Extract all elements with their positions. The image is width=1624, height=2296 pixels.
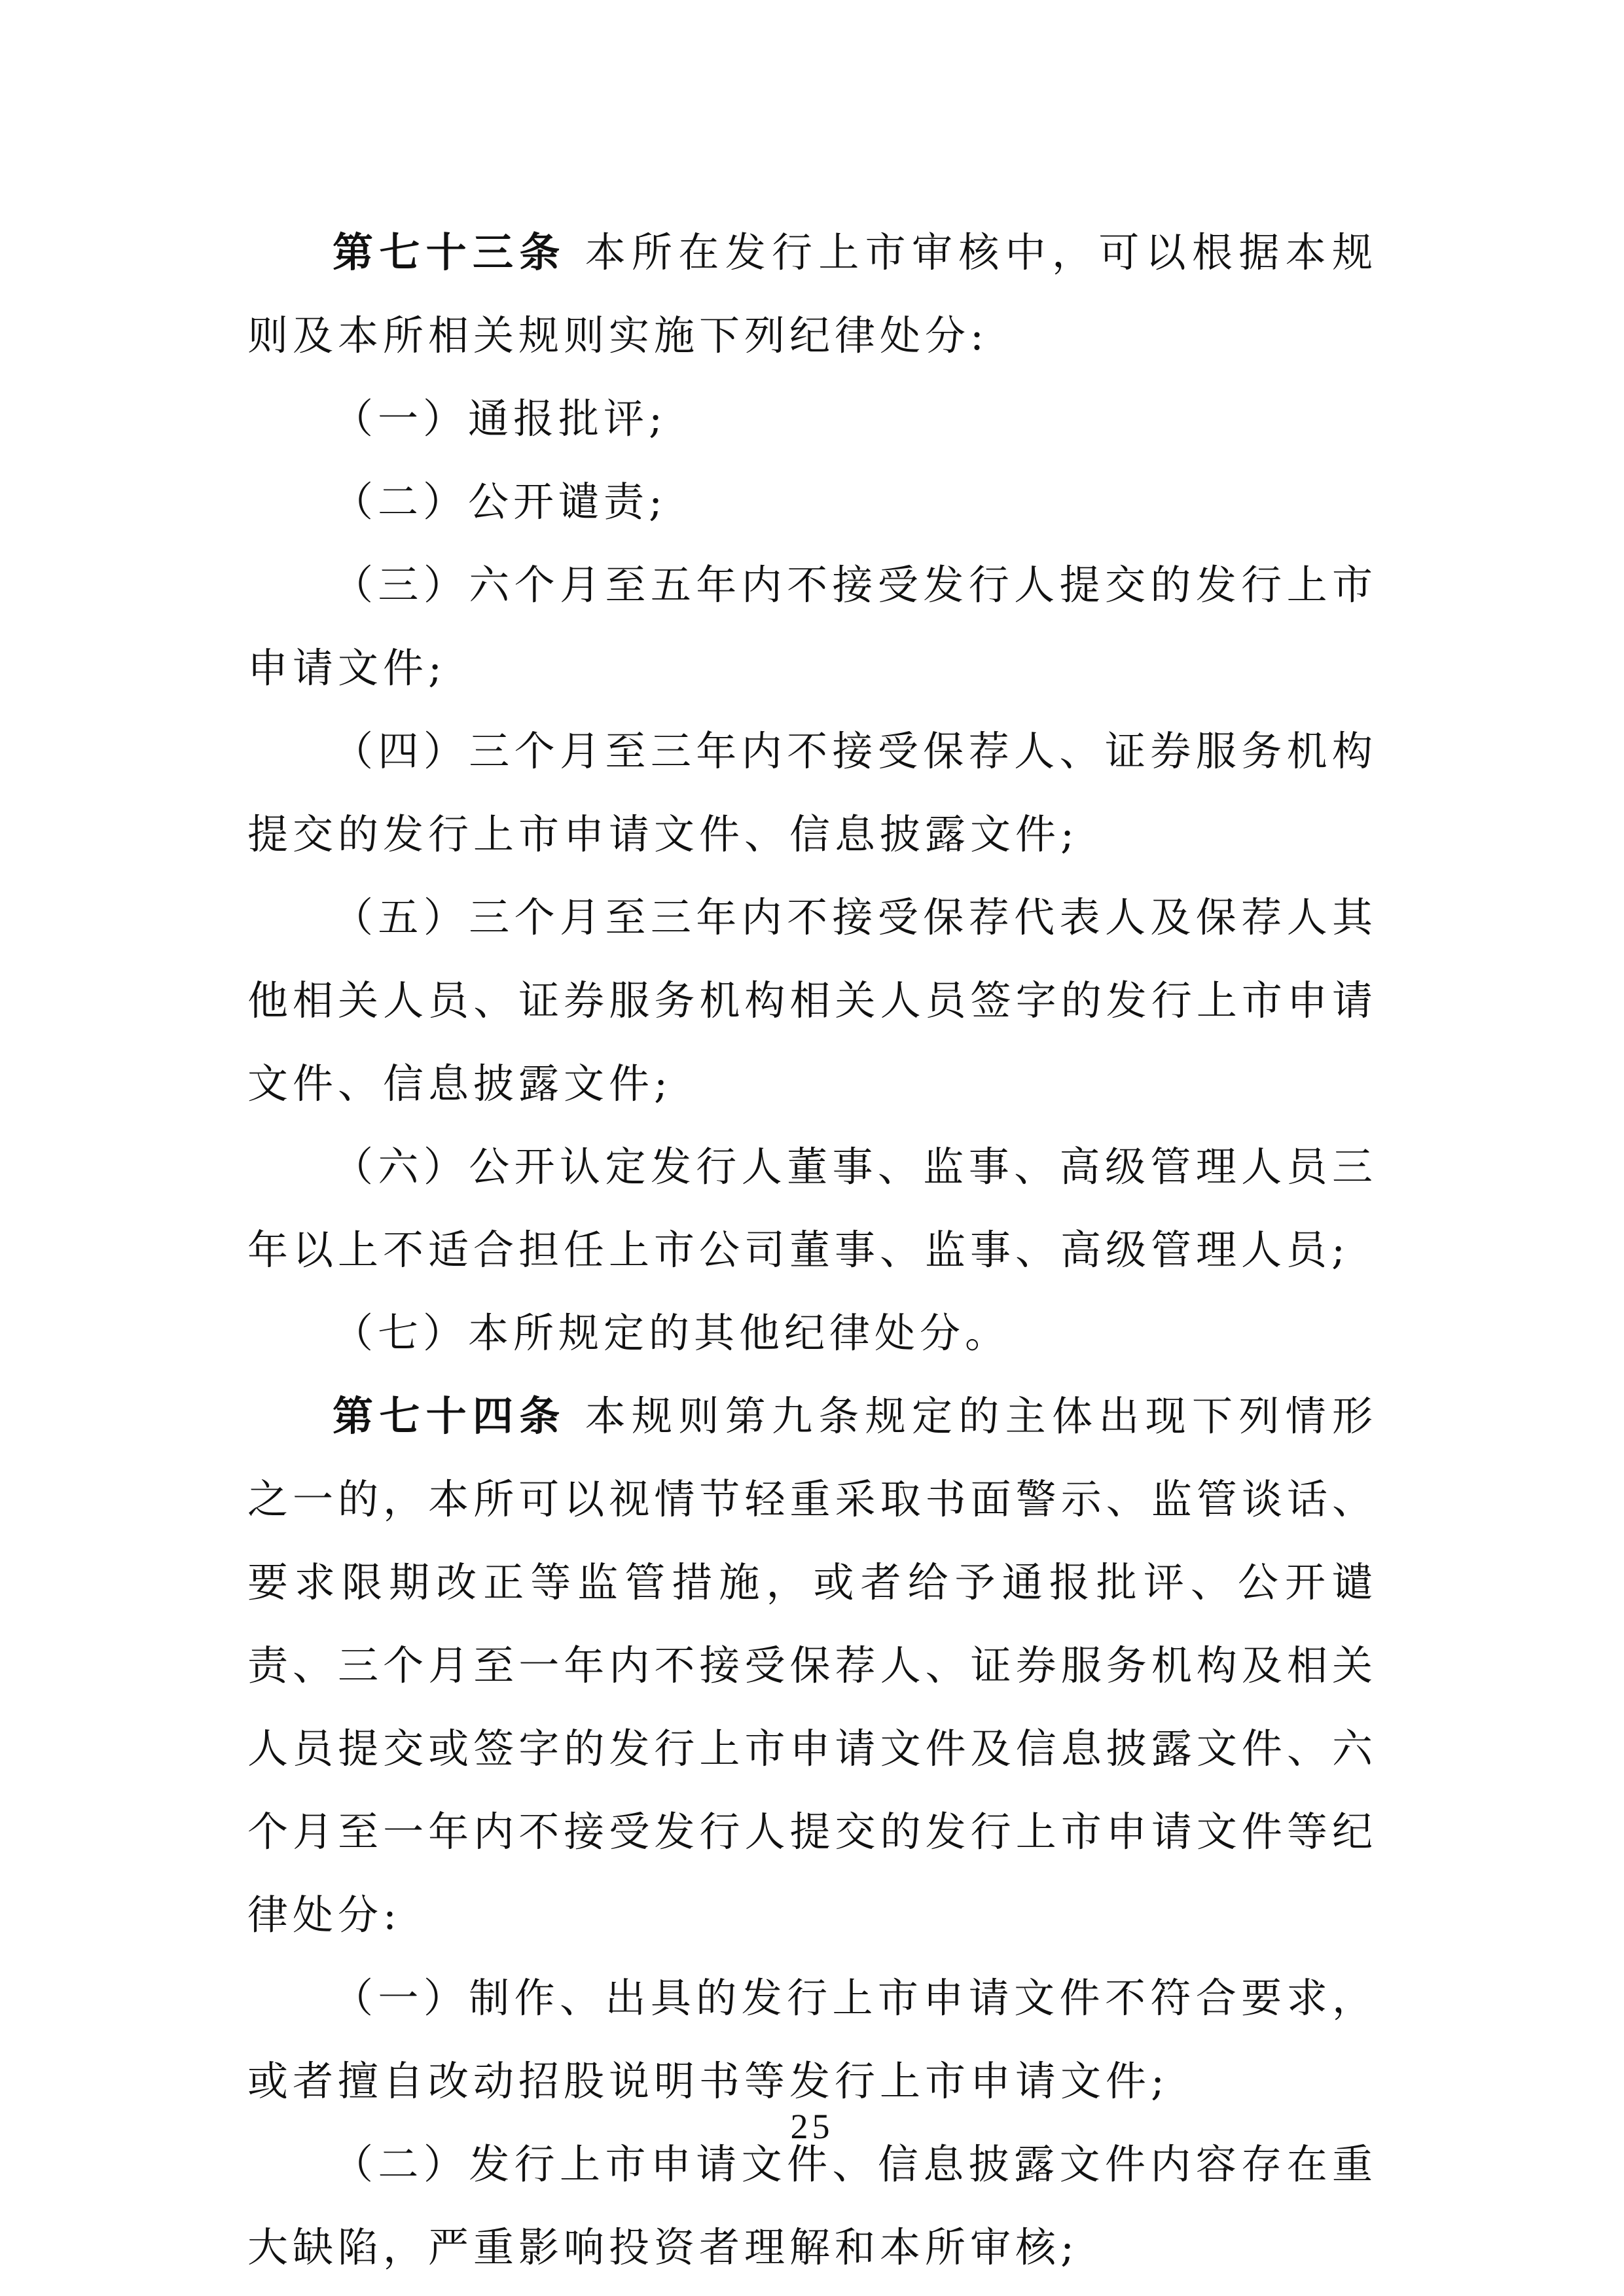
article-73-item-6: （六）公开认定发行人董事、监事、高级管理人员三年以上不适合担任上市公司董事、监事、高级管理人员; [247,1143,1377,1274]
article-74-label: 第七十四条 [333,1392,566,1440]
article-73-spacer [566,228,585,276]
article-74-intro [247,1374,1377,1956]
article-73-item-2: （二）公开谴责; [333,478,667,526]
page-number: 25 [790,2107,834,2146]
article-74-item-1: （一）制作、出具的发行上市申请文件不符合要求，或者擅自改动招股说明书等发行上市申请文件; [247,1974,1377,2105]
article-73-item-7: （七）本所规定的其他纪律处分。 [333,1309,1011,1357]
article-74-item-2: （二）发行上市申请文件、信息披露文件内容存在重大缺陷，严重影响投资者理解和本所审核; [247,2140,1377,2271]
page-body [247,211,1377,2289]
article-73-item-3: （三）六个月至五年内不接受发行人提交的发行上市申请文件; [247,561,1377,692]
article-73-intro [247,211,1377,377]
article-73-item-1: （一）通报批评; [333,395,667,442]
article-73-item-4: （四）三个月至三年内不接受保荐人、证券服务机构提交的发行上市申请文件、信息披露文件; [247,727,1377,858]
article-73-item-5: （五）三个月至三年内不接受保荐代表人及保荐人其他相关人员、证券服务机构相关人员签字的发行上市申请文件、信息披露文件; [247,893,1377,1107]
article-74-intro-text: 本规则第九条规定的主体出现下列情形之一的，本所可以视情节轻重采取书面警示、监管谈话、要求限期改正等监管措施，或者给予通报批评、公开谴责、三个月至一年内不接受保荐人、证券服务机构及相关人员提交或签字的发行上市申请文件及信息披露文件、六个月至一年内不接受发行人提交的发行上市申请文件等纪律处分: [247,1392,1377,1939]
article-73-label: 第七十三条 [333,228,566,276]
article-74-spacer [566,1392,585,1440]
article-73-intro-text: 本所在发行上市审核中，可以根据本规则及本所相关规则实施下列纪律处分: [247,228,1377,359]
